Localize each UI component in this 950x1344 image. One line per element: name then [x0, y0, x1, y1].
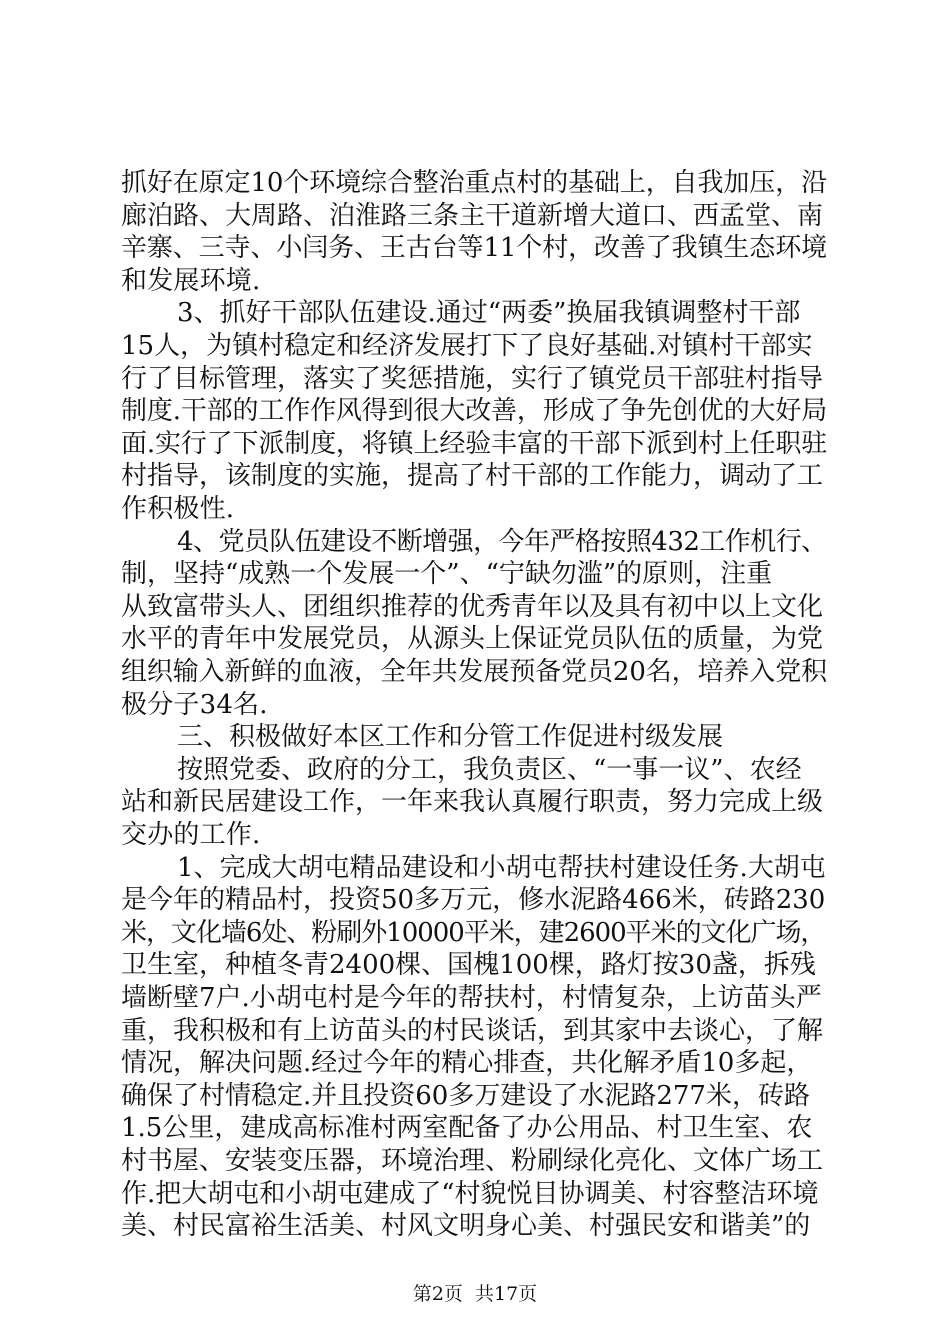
body-line: 极分子34名.: [121, 689, 268, 720]
body-line: 米，文化墙6处、粉刷外10000平米，建2600平米的文化广场，: [121, 917, 826, 948]
body-line: 卫生室，种植冬青2400棵、国槐100棵，路灯按30盏，拆残: [121, 950, 816, 981]
body-line: 组织输入新鲜的血液，全年共发展预备党员20名，培养入党积: [121, 657, 827, 687]
body-line: 交办的工作.: [121, 820, 261, 850]
body-line: 抓好在原定10个环境综合整治重点村的基础上，自我加压，沿: [121, 168, 827, 198]
body-line: 3、抓好干部队伍建设.通过“两委”换届我镇调整村干部: [177, 298, 801, 329]
body-line: 面.实行了下派制度，将镇上经验丰富的干部下派到村上任职驻: [121, 428, 828, 459]
body-line: 4、党员队伍建设不断增强，今年严格按照432工作机行、: [177, 526, 827, 557]
body-line: 制，坚持“成熟一个发展一个”、“宁缺勿滥”的原则，注重: [121, 559, 773, 590]
body-line: 水平的青年中发展党员，从源头上保证党员队伍的质量，为党: [121, 624, 824, 655]
body-line: 站和新民居建设工作，一年来我认真履行职责，努力完成上级: [121, 787, 824, 818]
body-line: 1.5公里，建成高标准村两室配备了办公用品、村卫生室、农: [121, 1113, 813, 1144]
body-line: 村书屋、安装变压器，环境治理、粉刷绿化亮化、文体广场工: [121, 1146, 824, 1176]
page-footer: 第2页 共17页: [412, 1283, 538, 1305]
body-line: 从致富带头人、团组织推荐的优秀青年以及具有初中以上文化: [121, 591, 824, 622]
body-line: 辛寨、三寺、小闫务、王古台等11个村，改善了我镇生态环境: [121, 233, 827, 264]
body-line: 美、村民富裕生活美、村风文明身心美、村强民安和谐美”的: [121, 1211, 811, 1242]
body-line: 行了目标管理，落实了奖惩措施，实行了镇党员干部驻村指导: [121, 363, 824, 394]
section-heading: 三、积极做好本区工作和分管工作促进村级发展: [177, 722, 724, 753]
body-line: 作积极性.: [121, 494, 235, 524]
body-line: 是今年的精品村，投资50多万元，修水泥路466米，砖路230: [121, 885, 826, 916]
body-line: 按照党委、政府的分工，我负责区、“一事一议”、农经: [177, 754, 802, 785]
body-line: 廊泊路、大周路、泊淮路三条主干道新增大道口、西孟堂、南: [121, 200, 824, 231]
body-line: 墙断壁7户.小胡屯村是今年的帮扶村，村情复杂，上访苗头严: [121, 983, 822, 1013]
body-line: 确保了村情稳定.并且投资60多万建设了水泥路277米，砖路: [121, 1080, 810, 1111]
body-line: 制度.干部的工作作风得到很大改善，形成了争先创优的大好局: [121, 396, 828, 427]
body-line: 重，我积极和有上访苗头的村民谈话，到其家中去谈心，了解: [121, 1015, 824, 1046]
body-line: 村指导，该制度的实施，提高了村干部的工作能力，调动了工: [121, 461, 824, 492]
body-line: 15人，为镇村稳定和经济发展打下了良好基础.对镇村干部实: [121, 331, 813, 361]
body-line: 作.把大胡屯和小胡屯建成了“村貌悦目协调美、村容整洁环境: [121, 1178, 819, 1209]
body-line: 1、完成大胡屯精品建设和小胡屯帮扶村建设任务.大胡屯: [177, 852, 826, 883]
body-line: 和发展环境.: [121, 265, 261, 296]
body-line: 情况，解决问题.经过今年的精心排查，共化解矛盾10多起，: [121, 1048, 813, 1079]
